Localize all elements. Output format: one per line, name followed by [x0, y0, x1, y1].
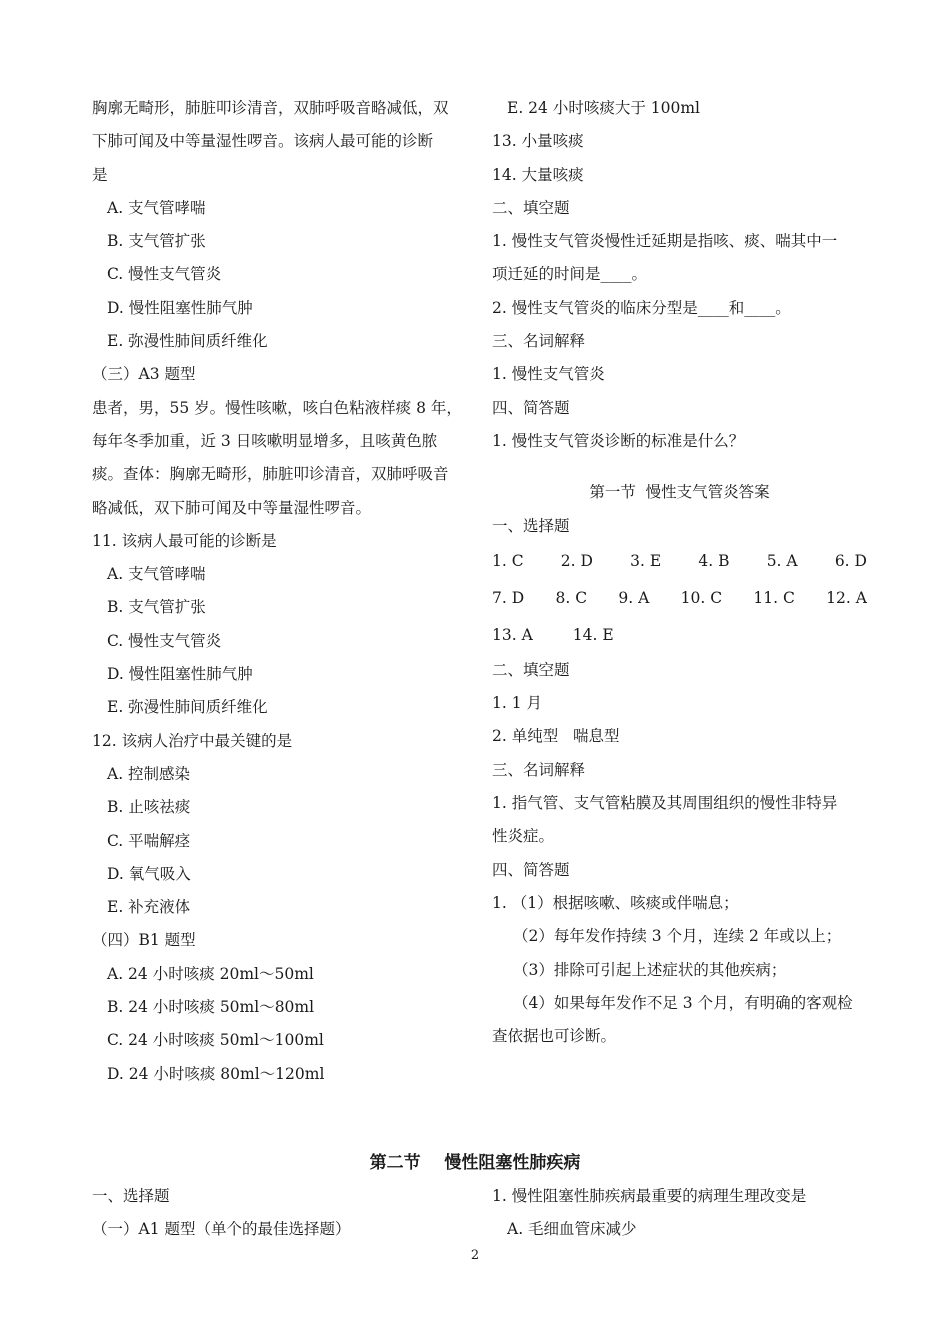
section-heading: 三、名词解释 [492, 332, 586, 351]
answer-item: 13. A [492, 625, 533, 644]
text-line: 1. 慢性支气管炎 [492, 365, 605, 384]
option: A. 支气管哮喘 [107, 565, 206, 584]
option: D. 氧气吸入 [107, 864, 191, 883]
answer-row [492, 543, 867, 580]
option: C. 24 小时咳痰 50ml～100ml [107, 1031, 324, 1050]
answer-title: 第一节 慢性支气管炎答案 [589, 483, 770, 502]
text-line: （4）如果每年发作不足 3 个月，有明确的客观检 [513, 993, 853, 1012]
b1-heading: （四）B1 题型 [92, 931, 196, 950]
answer-item: 14. E [572, 625, 614, 644]
text-line: 1. 指气管、支气管粘膜及其周围组织的慢性非特异 [492, 794, 838, 813]
text-line: 2. 单纯型 喘息型 [492, 727, 620, 746]
answer-item: 12. A [826, 588, 867, 607]
option: D. 慢性阻塞性肺气肿 [107, 665, 253, 684]
section-title: 第二节 慢性阻塞性肺疾病 [369, 1153, 581, 1173]
left-column [92, 92, 467, 1091]
text-line: 胸廓无畸形，肺脏叩诊清音，双肺呼吸音略减低，双 [92, 99, 449, 117]
option: C. 平喘解痉 [107, 831, 191, 850]
section-heading: 四、简答题 [492, 860, 570, 879]
answer-item: 9. A [618, 588, 650, 607]
answer-item: 1. C [492, 551, 524, 570]
text-line: 项迁延的时间是____。 [492, 265, 648, 284]
section-heading: 一、选择题 [492, 516, 570, 535]
text-line: 查依据也可诊断。 [492, 1027, 617, 1046]
section-heading: 二、填空题 [492, 660, 570, 679]
text-line: 每年冬季加重，近 3 日咳嗽明显增多，且咳黄色脓 [92, 431, 438, 450]
section2-right [492, 1180, 867, 1247]
option: B. 止咳祛痰 [107, 798, 191, 817]
text-line: 1. 1 月 [492, 694, 543, 713]
option: D. 24 小时咳痰 80ml～120ml [107, 1064, 325, 1083]
answer-item: 5. A [766, 551, 798, 570]
option: A. 支气管哮喘 [107, 198, 206, 217]
text-line: （2）每年发作持续 3 个月，连续 2 年或以上； [513, 927, 842, 946]
option: B. 支气管扩张 [107, 232, 206, 251]
option: E. 弥漫性肺间质纤维化 [107, 698, 268, 717]
text-line: 是 [92, 165, 108, 184]
text-line: （一）A1 题型（单个的最佳选择题） [92, 1220, 351, 1239]
section2-left [92, 1180, 467, 1247]
question-stem: 11. 该病人最可能的诊断是 [92, 531, 277, 550]
text-line: （3）排除可引起上述症状的其他疾病； [513, 960, 787, 979]
text-line: 略减低，双下肺可闻及中等量湿性啰音。 [92, 498, 372, 517]
option: C. 慢性支气管炎 [107, 631, 222, 650]
question-stem: 14. 大量咳痰 [492, 165, 584, 184]
page-number: 2 [470, 1248, 480, 1263]
text-line: 1. 慢性支气管炎诊断的标准是什么？ [492, 431, 745, 450]
text-line: 性炎症。 [492, 827, 555, 846]
option: A. 控制感染 [107, 764, 191, 783]
text-line: 患者，男，55 岁。慢性咳嗽，咳白色粘液样痰 8 年， [92, 398, 462, 417]
answer-item: 11. C [753, 588, 795, 607]
text-line: 1. （1）根据咳嗽、咳痰或伴喘息； [492, 893, 739, 912]
answer-item: 7. D [492, 588, 525, 607]
option: A. 毛细血管床减少 [507, 1220, 637, 1239]
option: C. 慢性支气管炎 [107, 265, 222, 284]
question-stem: 13. 小量咳痰 [492, 132, 584, 151]
answer-item: 3. E [630, 551, 662, 570]
answer-item: 4. B [698, 551, 730, 570]
option: D. 慢性阻塞性肺气肿 [107, 298, 253, 317]
option: E. 弥漫性肺间质纤维化 [107, 332, 268, 351]
answer-item: 10. C [680, 588, 723, 607]
option: B. 24 小时咳痰 50ml～80ml [107, 998, 315, 1017]
answer-item: 8. C [555, 588, 588, 607]
section-heading: 一、选择题 [92, 1187, 170, 1205]
section-heading: 二、填空题 [492, 198, 570, 217]
option: E. 24 小时咳痰大于 100ml [507, 99, 700, 117]
a3-heading: （三）A3 题型 [92, 365, 196, 384]
answer-item: 6. D [834, 551, 867, 570]
section-heading: 三、名词解释 [492, 760, 586, 779]
answer-item: 2. D [560, 551, 593, 570]
answer-row [492, 617, 867, 654]
answer-row [492, 580, 867, 617]
text-line: 1. 慢性支气管炎慢性迁延期是指咳、痰、喘其中一 [492, 232, 838, 251]
text-line: 2. 慢性支气管炎的临床分型是____和____。 [492, 298, 791, 317]
section-heading: 四、简答题 [492, 398, 570, 417]
option: E. 补充液体 [107, 898, 191, 917]
option: A. 24 小时咳痰 20ml～50ml [107, 964, 314, 983]
right-column [492, 92, 867, 1053]
text-line: 痰。查体：胸廓无畸形，肺脏叩诊清音，双肺呼吸音 [92, 465, 449, 484]
text-line: 下肺可闻及中等量湿性啰音。该病人最可能的诊断 [92, 132, 434, 151]
question-stem: 12. 该病人治疗中最关键的是 [92, 731, 293, 750]
question-stem: 1. 慢性阻塞性肺疾病最重要的病理生理改变是 [492, 1187, 807, 1205]
option: B. 支气管扩张 [107, 598, 206, 617]
